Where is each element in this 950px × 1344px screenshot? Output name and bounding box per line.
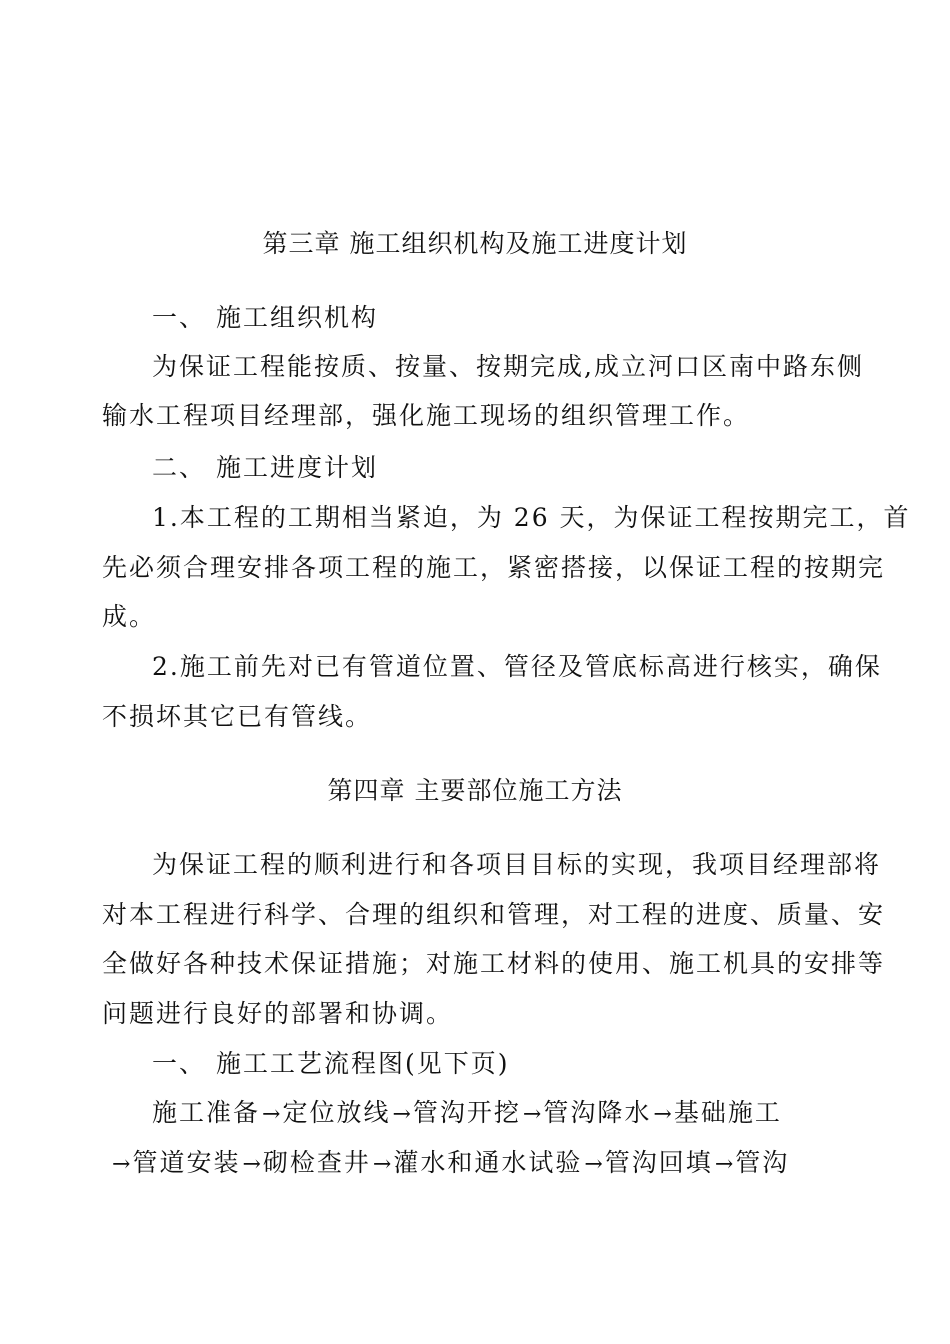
chapter3-item1-line: 成。 — [102, 602, 157, 631]
chapter3-section1-para-line: 为保证工程能按质、按量、按期完成,成立河口区南中路东侧 — [152, 352, 864, 381]
chapter4-intro-line: 对本工程进行科学、合理的组织和管理，对工程的进度、质量、安 — [102, 900, 886, 929]
flow-arrow-icon: → — [584, 1152, 603, 1177]
flow-arrow-icon: → — [242, 1152, 261, 1177]
flow-step: 管沟 — [735, 1148, 790, 1177]
chapter4-intro-line: 问题进行良好的部署和协调。 — [102, 999, 454, 1028]
chapter4-intro-line: 全做好各种技术保证措施；对施工材料的使用、施工机具的安排等 — [102, 949, 886, 978]
flow-arrow-icon: → — [522, 1102, 542, 1127]
chapter4-title: 第四章 主要部位施工方法 — [327, 776, 623, 805]
chapter3-item2-line: 不损坏其它已有管线。 — [102, 702, 373, 731]
flow-arrow-icon: → — [392, 1102, 411, 1127]
flow-step: 管沟降水 — [543, 1098, 652, 1127]
flow-arrow-icon: → — [714, 1152, 734, 1177]
flow-line-2 — [110, 1147, 789, 1181]
flow-step: 基础施工 — [673, 1098, 782, 1127]
flow-step: 灌水和通水试验 — [393, 1148, 583, 1177]
flow-step: 定位放线 — [282, 1098, 391, 1127]
chapter3-item1-line: 先必须合理安排各项工程的施工，紧密搭接，以保证工程的按期完 — [102, 553, 886, 582]
flow-arrow-icon: → — [372, 1152, 392, 1177]
flow-step: 管沟开挖 — [412, 1098, 521, 1127]
chapter3-item1-line: 1.本工程的工期相当紧迫，为 26 天，为保证工程按期完工，首 — [152, 503, 911, 532]
flow-step: 管沟回填 — [604, 1148, 713, 1177]
flow-step: 砌检查井 — [262, 1148, 371, 1177]
flow-arrow-icon: → — [112, 1152, 131, 1177]
chapter4-section1-heading: 一、 施工工艺流程图(见下页) — [152, 1049, 510, 1078]
chapter4-intro-line: 为保证工程的顺利进行和各项目目标的实现，我项目经理部将 — [152, 850, 882, 879]
chapter3-item2-line: 2.施工前先对已有管道位置、管径及管底标高进行核实，确保 — [152, 652, 882, 681]
chapter3-title: 第三章 施工组织机构及施工进度计划 — [262, 229, 688, 258]
flow-step: 管道安装 — [132, 1148, 241, 1177]
flow-arrow-icon: → — [262, 1102, 281, 1127]
chapter3-section2-heading: 二、 施工进度计划 — [152, 453, 378, 482]
chapter3-section1-heading: 一、 施工组织机构 — [152, 303, 378, 332]
flow-arrow-icon: → — [653, 1102, 672, 1127]
chapter3-section1-para-line: 输水工程项目经理部，强化施工现场的组织管理工作。 — [102, 401, 751, 430]
flow-line-1 — [152, 1097, 782, 1131]
flow-step: 施工准备 — [152, 1098, 261, 1127]
